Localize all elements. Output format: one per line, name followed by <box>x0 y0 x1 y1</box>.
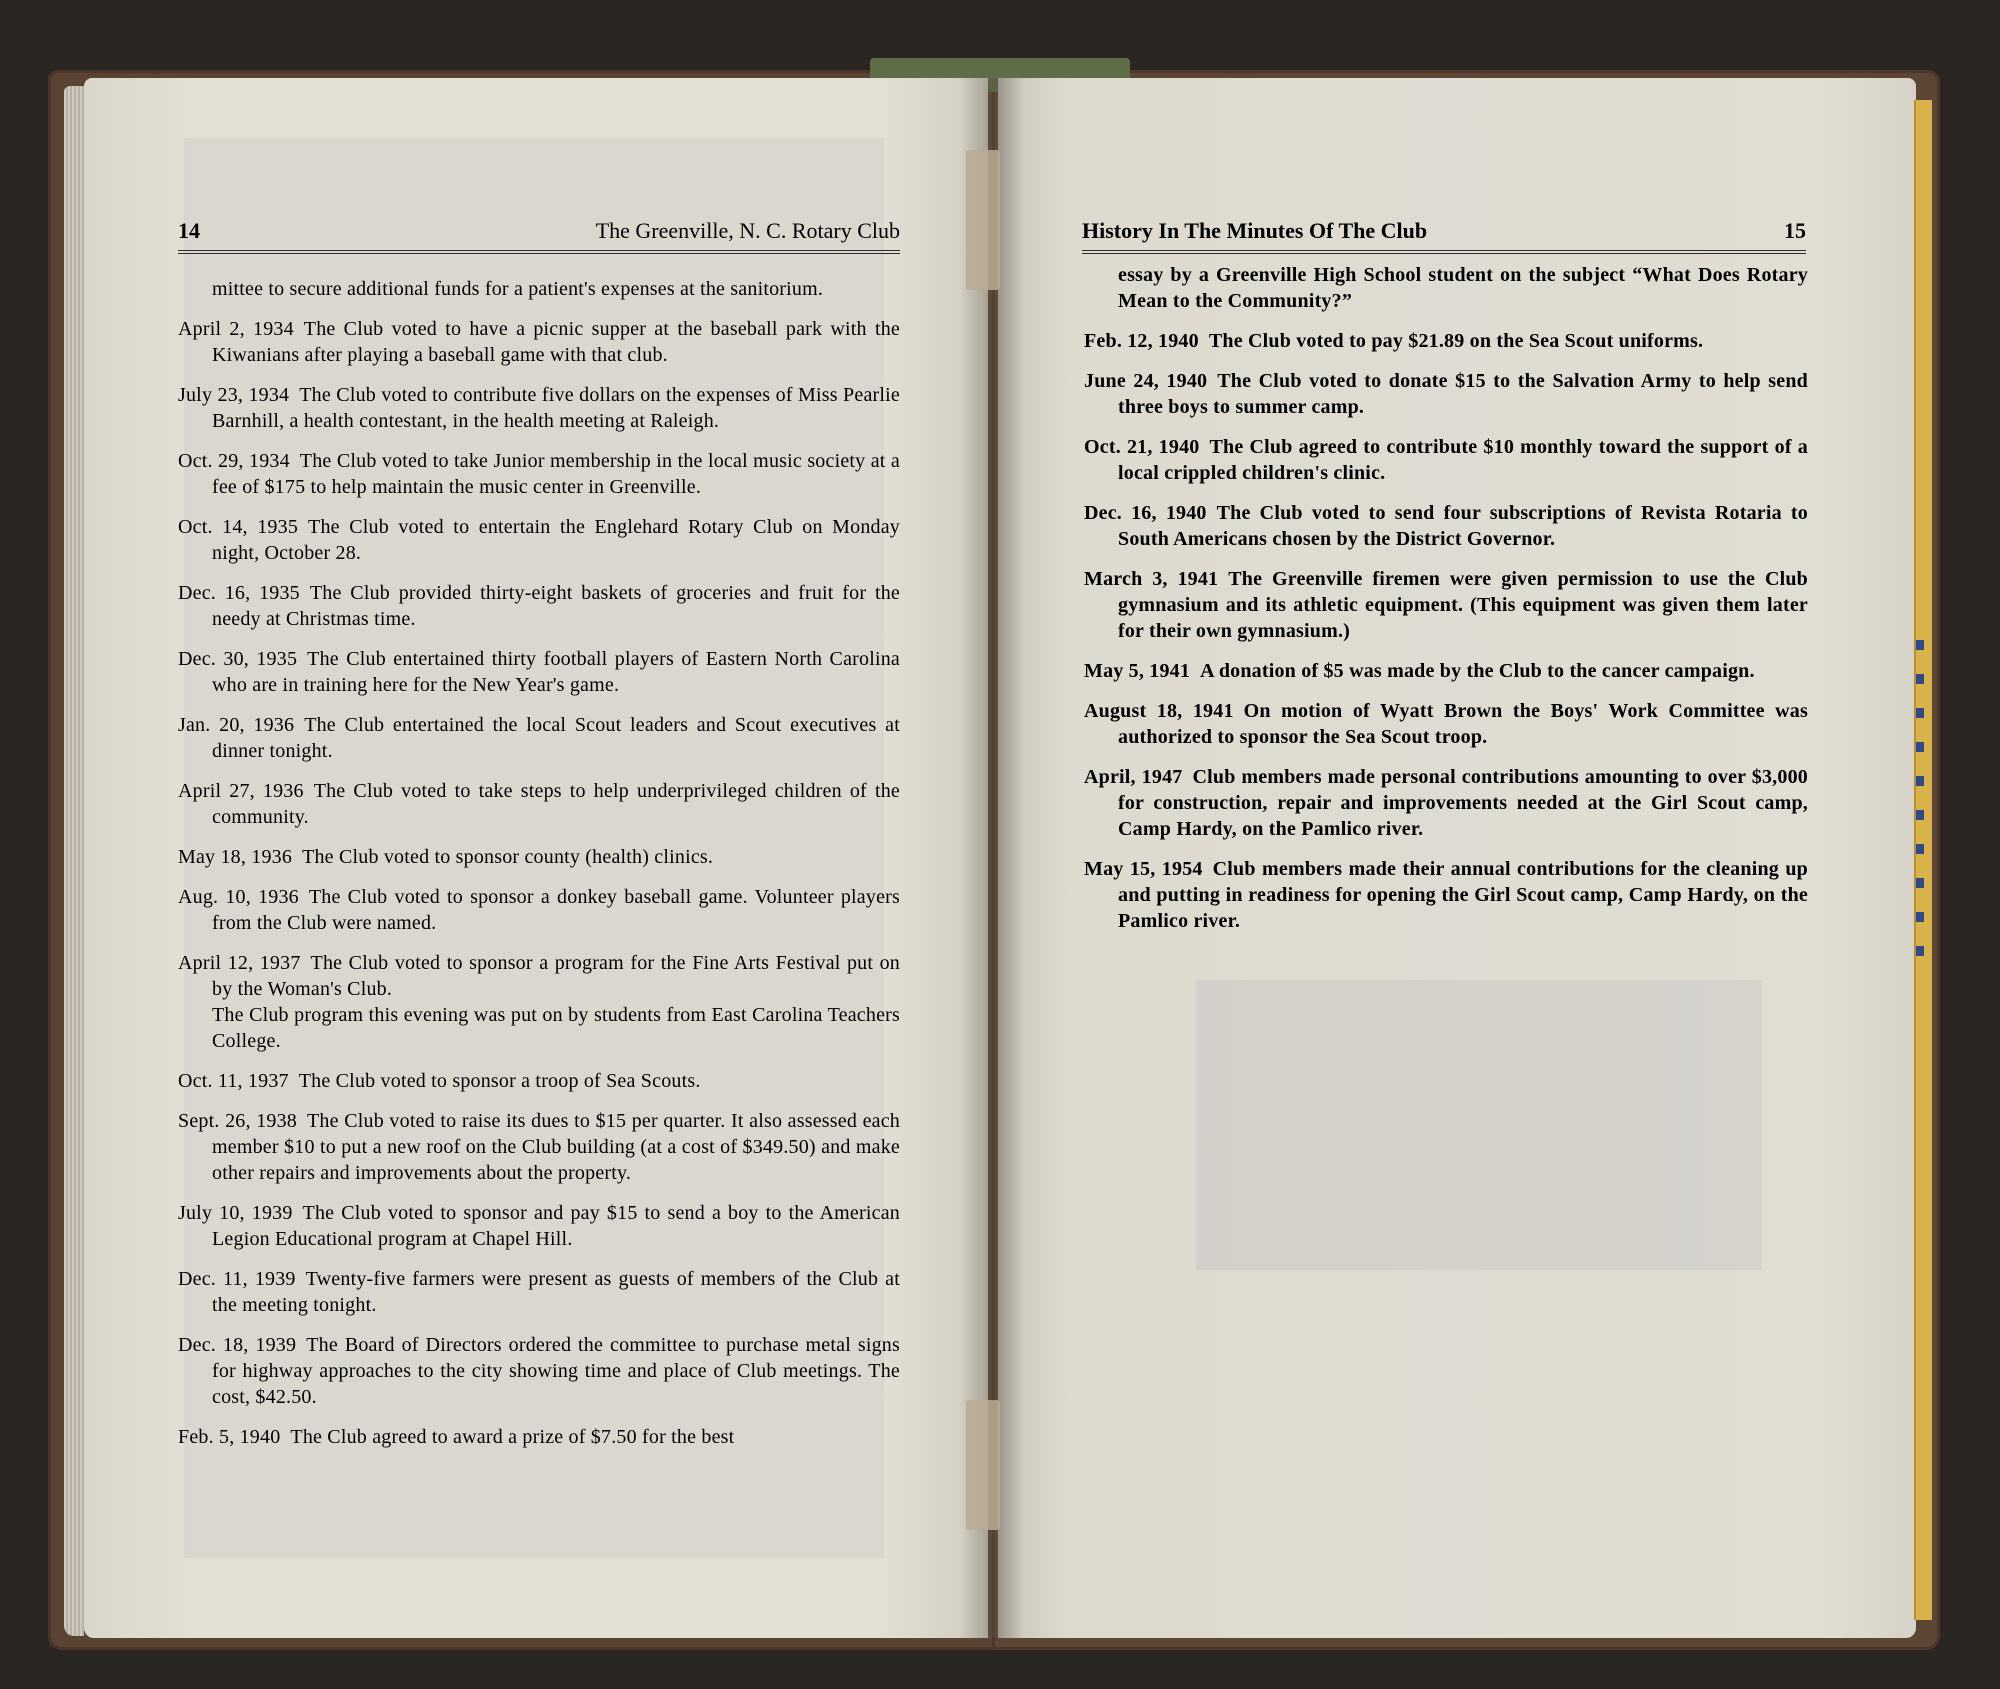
minutes-entry <box>1084 434 1808 486</box>
entry-date: April 27, 1936 <box>178 780 304 802</box>
entry-date: Dec. 18, 1939 <box>178 1334 297 1356</box>
entry-text: The Club voted to take Junior membership in the local music society at a fee of $175 to help maintain the music center in Greenville. <box>212 450 900 498</box>
left-page-number: 14 <box>178 218 200 243</box>
entry-text: The Club voted to pay $21.89 on the Sea Scout uniforms. <box>1208 330 1704 352</box>
minutes-entry <box>1084 698 1808 750</box>
entry-date: Feb. 12, 1940 <box>1084 330 1199 352</box>
entry-text: The Board of Directors ordered the committee to purchase metal signs for highway approaches to the city showing time and place of Club meetings. The cost, $42.50. <box>212 1334 900 1408</box>
entry-text: Twenty-five farmers were present as guests of members of the Club at the meeting tonight. <box>212 1268 900 1316</box>
entry-text: The Club voted to take steps to help underprivileged children of the community. <box>212 780 900 828</box>
entry-date: Oct. 14, 1935 <box>178 516 299 538</box>
minutes-entry <box>178 276 900 302</box>
entry-date: Aug. 10, 1936 <box>178 886 299 908</box>
entry-date: Dec. 16, 1935 <box>178 582 300 604</box>
minutes-entry <box>178 1200 900 1252</box>
minutes-entry <box>178 1108 900 1186</box>
entry-text: The Club agreed to contribute $10 monthly toward the support of a local crippled children's clinic. <box>1118 436 1808 484</box>
entry-text: The Club voted to donate $15 to the Salvation Army to help send three boys to summer camp. <box>1118 370 1808 418</box>
entry-date: March 3, 1941 <box>1084 568 1219 590</box>
entry-text: The Club entertained thirty football players of Eastern North Carolina who are in training here for the New Year's game. <box>212 648 900 696</box>
entry-text: The Greenville firemen were given permission to use the Club gymnasium and its athletic equipment. (This equipment was given them later for their own gymnasium.) <box>1118 568 1808 642</box>
minutes-entry <box>178 1424 900 1450</box>
entry-text: The Club voted to contribute five dollars on the expenses of Miss Pearlie Barnhill, a health contestant, in the health meeting at Raleigh. <box>212 384 900 432</box>
minutes-entry <box>1084 368 1808 420</box>
entry-text: Club members made their annual contributions for the cleaning up and putting in readiness for opening the Girl Scout camp, Camp Hardy, on the Pamlico river. <box>1118 858 1808 932</box>
right-minutes-list <box>1084 262 1808 948</box>
bleed-through-photo <box>1196 980 1762 1270</box>
entry-date: April 12, 1937 <box>178 952 301 974</box>
entry-date: July 10, 1939 <box>178 1202 293 1224</box>
entry-date: Sept. 26, 1938 <box>178 1110 297 1132</box>
minutes-entry <box>1084 328 1808 354</box>
entry-text: The Club voted to have a picnic supper at the baseball park with the Kiwanians after playing a baseball game with that club. <box>212 318 900 366</box>
entry-text: The Club voted to entertain the Englehard Rotary Club on Monday night, October 28. <box>212 516 900 564</box>
entry-date: Feb. 5, 1940 <box>178 1426 281 1448</box>
entry-text: Club members made personal contributions amounting to over $3,000 for construction, repair and improvements needed at the Girl Scout camp, Camp Hardy, on the Pamlico river. <box>1118 766 1808 840</box>
minutes-entry <box>1084 658 1808 684</box>
entry-date: Jan. 20, 1936 <box>178 714 295 736</box>
binding-tape-marks <box>1916 640 1924 970</box>
entry-note: The Club program this evening was put on by students from East Carolina Teachers College. <box>212 1004 900 1052</box>
entry-date: April 2, 1934 <box>178 318 294 340</box>
minutes-entry <box>178 1332 900 1410</box>
entry-text: On motion of Wyatt Brown the Boys' Work Committee was authorized to sponsor the Sea Scout troop. <box>1118 700 1808 748</box>
left-running-title: The Greenville, N. C. Rotary Club <box>595 218 900 243</box>
entry-date: May 15, 1954 <box>1084 858 1203 880</box>
entry-date: Oct. 11, 1937 <box>178 1070 289 1092</box>
entry-date: May 18, 1936 <box>178 846 293 868</box>
entry-date: May 5, 1941 <box>1084 660 1191 682</box>
minutes-entry <box>178 316 900 368</box>
entry-text: The Club voted to sponsor a troop of Sea Scouts. <box>298 1070 701 1092</box>
right-running-head <box>1082 210 1806 254</box>
minutes-entry <box>1084 262 1808 314</box>
minutes-entry <box>178 950 900 1054</box>
entry-date: Oct. 29, 1934 <box>178 450 290 472</box>
entry-text: The Club voted to sponsor and pay $15 to send a boy to the American Legion Educational program at Chapel Hill. <box>212 1202 900 1250</box>
minutes-entry <box>178 712 900 764</box>
minutes-entry <box>178 514 900 566</box>
minutes-entry <box>178 646 900 698</box>
left-minutes-list <box>178 276 900 1464</box>
entry-date: Dec. 16, 1940 <box>1084 502 1207 524</box>
minutes-entry <box>178 884 900 936</box>
binding-stitch-top <box>966 150 1000 290</box>
minutes-entry <box>1084 500 1808 552</box>
entry-date: Oct. 21, 1940 <box>1084 436 1200 458</box>
minutes-entry <box>178 1266 900 1318</box>
minutes-entry <box>178 580 900 632</box>
binding-stitch-bottom <box>966 1400 1000 1530</box>
minutes-entry <box>1084 764 1808 842</box>
page-edges-left <box>64 86 84 1636</box>
minutes-entry <box>1084 566 1808 644</box>
entry-date: June 24, 1940 <box>1084 370 1208 392</box>
minutes-entry <box>178 778 900 830</box>
minutes-entry <box>1084 856 1808 934</box>
entry-text: The Club entertained the local Scout leaders and Scout executives at dinner tonight. <box>212 714 900 762</box>
entry-date: July 23, 1934 <box>178 384 290 406</box>
entry-text: The Club voted to sponsor a program for the Fine Arts Festival put on by the Woman's Club. <box>212 952 900 1000</box>
minutes-entry <box>178 382 900 434</box>
right-page-number: 15 <box>1784 218 1806 243</box>
entry-text: The Club provided thirty-eight baskets of groceries and fruit for the needy at Christmas time. <box>212 582 900 630</box>
entry-date: Dec. 30, 1935 <box>178 648 298 670</box>
right-running-title: History In The Minutes Of The Club <box>1082 218 1428 243</box>
entry-date: August 18, 1941 <box>1084 700 1234 722</box>
entry-text: The Club voted to sponsor a donkey baseball game. Volunteer players from the Club were named. <box>212 886 900 934</box>
entry-date: April, 1947 <box>1084 766 1183 788</box>
minutes-entry <box>178 448 900 500</box>
entry-text: The Club agreed to award a prize of $7.50 for the best <box>290 1426 735 1448</box>
minutes-entry <box>178 844 900 870</box>
left-running-head <box>178 210 900 254</box>
entry-text: The Club voted to raise its dues to $15 per quarter. It also assessed each member $10 to put a new roof on the Club building (at a cost of $349.50) and make other repairs and improvements about the property. <box>212 1110 900 1184</box>
entry-text: mittee to secure additional funds for a patient's expenses at the sanitorium. <box>212 278 824 300</box>
minutes-entry <box>178 1068 900 1094</box>
entry-text: The Club voted to send four subscriptions of Revista Rotaria to South Americans chosen by the District Governor. <box>1118 502 1808 550</box>
entry-text: essay by a Greenville High School student on the subject “What Does Rotary Mean to the Community?” <box>1118 264 1808 312</box>
entry-text: A donation of $5 was made by the Club to the cancer campaign. <box>1200 660 1755 682</box>
entry-date: Dec. 11, 1939 <box>178 1268 296 1290</box>
entry-text: The Club voted to sponsor county (health) clinics. <box>302 846 714 868</box>
